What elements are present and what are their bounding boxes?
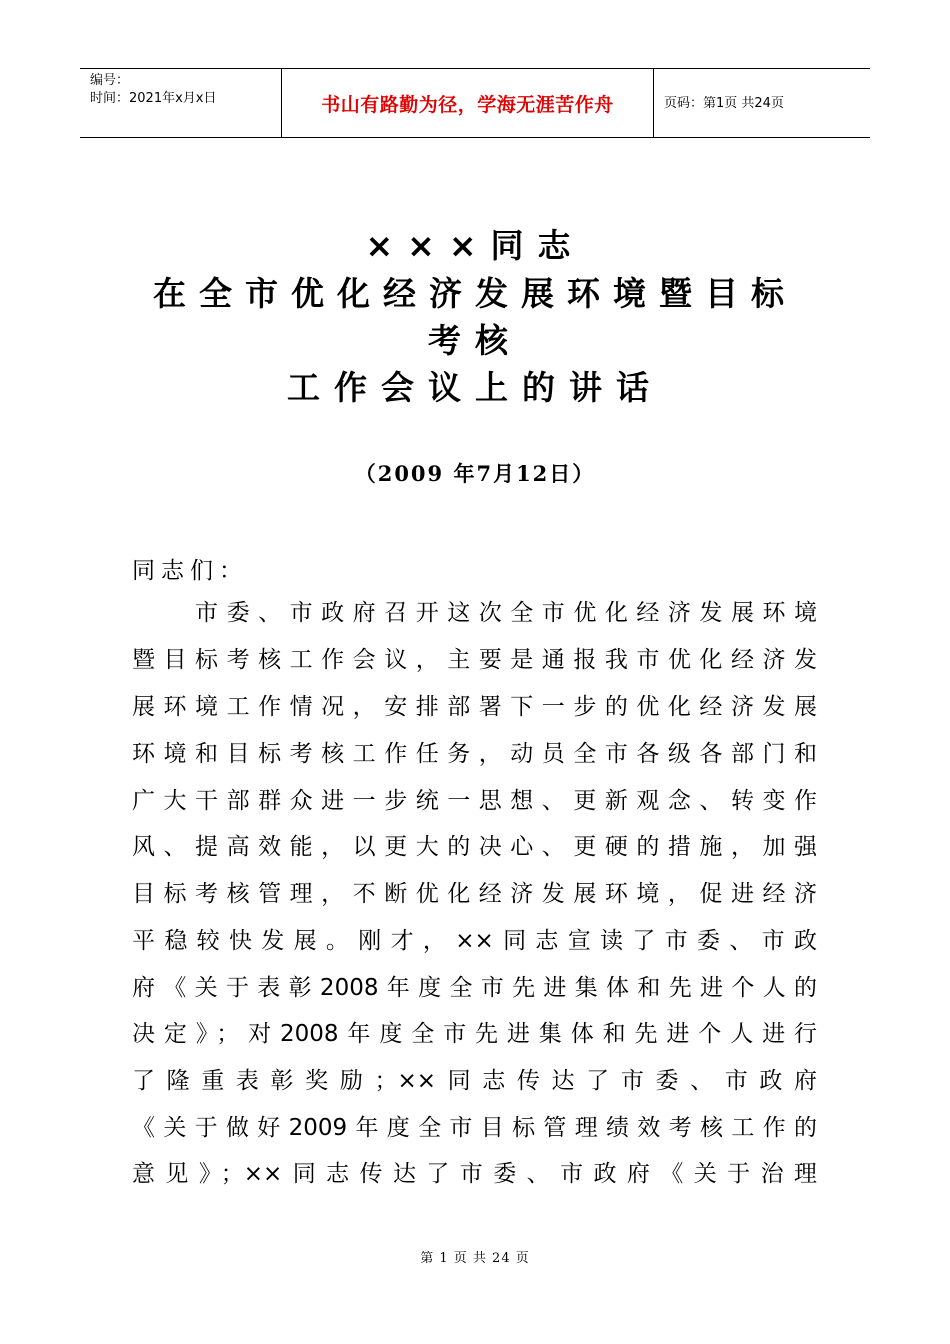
- header-table: [80, 68, 870, 138]
- page-footer: 第 1 页 共 24 页: [420, 1251, 530, 1266]
- body-line: 市委、市政府召开这次全市优化经济发展环境: [132, 600, 817, 626]
- body-line: 目标考核管理，不断优化经济发展环境，促进经济: [132, 881, 817, 907]
- title-line-3: 考核: [428, 321, 522, 360]
- page-info: 页码：第1页 共24页: [664, 95, 784, 111]
- body-line: 环境和目标考核工作任务，动员全市各级各部门和: [132, 741, 817, 767]
- body-line: 平稳较快发展。刚才，××同志宣读了市委、市政: [132, 928, 817, 954]
- body-line: 风、提高效能，以更大的决心、更硬的措施，加强: [132, 834, 817, 860]
- body-line: 暨目标考核工作会议，主要是通报我市优化经济发: [132, 647, 817, 673]
- body-line: 广大干部群众进一步统一思想、更新观念、转变作: [132, 788, 817, 814]
- title-line-2: 在全市优化经济发展环境暨目标: [153, 274, 797, 313]
- header-left-cell: [80, 69, 282, 137]
- motto: 书山有路勤为径，学海无涯苦作舟: [321, 93, 614, 116]
- header-middle-cell: [282, 69, 654, 137]
- body-line: 了隆重表彰奖励；××同志传达了市委、市政府: [132, 1068, 817, 1094]
- body-line: 决定》；对2008年度全市先进集体和先进个人进行: [132, 1021, 817, 1047]
- salutation: 同志们：: [132, 558, 248, 584]
- number-label: 编号：: [90, 73, 130, 88]
- body-line: 意见》；××同志传达了市委、市政府《关于治理: [132, 1161, 817, 1187]
- title-line-4: 工作会议上的讲话: [287, 368, 663, 407]
- time-label: 时间：2021年x月x日: [90, 91, 217, 106]
- body-line: 《关于做好2009年度全市目标管理绩效考核工作的: [132, 1115, 817, 1141]
- body-line: 展环境工作情况，安排部署下一步的优化经济发展: [132, 694, 817, 720]
- header-right-cell: [654, 69, 870, 137]
- body-line: 府《关于表彰2008年度全市先进集体和先进个人的: [132, 975, 817, 1001]
- speech-date: （2009 年7月12日）: [354, 461, 596, 486]
- title-line-1: ×××同志: [365, 226, 585, 265]
